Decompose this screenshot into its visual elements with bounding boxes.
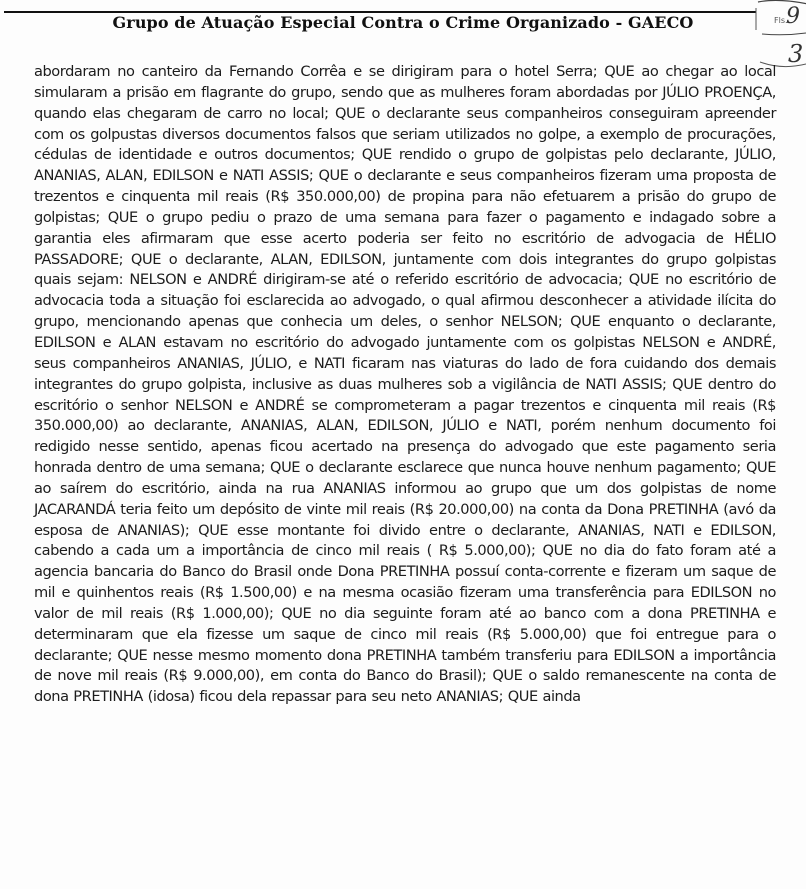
page-header-title: Grupo de Atuação Especial Contra o Crime Organizado - GAECO [112, 13, 694, 32]
stamp-label: Fls. [774, 16, 788, 25]
document-body-paragraph: abordaram no canteiro da Fernando Corrêa e se dirigiram para o hotel Serra; QUE ao chegar ao local simularam a prisão em flagrante do grupo, sendo que as mulheres foram abordadas por JÚLIO PROENÇA, quando elas chegaram de carro no local; QUE o declarante seus companheiros conseguiram apreender com os golpustas diversos documentos falsos que seriam utilizados no golpe, a exemplo de procurações, cédulas de identidade e outros documentos; QUE rendido o grupo de golpistas pelo declarante, JÚLIO, ANANIAS, ALAN, EDILSON e NATI ASSIS; QUE o declarante e seus companheiros fizeram uma proposta de trezentos e cinquenta mil reais (R$ 350.000,00) de propina para não efetuarem a prisão do grupo de golpistas; QUE o grupo pediu o prazo de uma semana para fazer o pagamento e indagado sobre a garantia eles afirmaram que esse acerto poderia ser feito no escritório de advogacia de HÉLIO PASSADORE; QUE o declarante, ALAN, EDILSON, juntamente com dois integrantes do grupo golpistas quais sejam: NELSON e ANDRÉ dirigiram-se até o referido escritório de advocacia; QUE no escritório de advocacia toda a situação foi esclarecida ao advogado, o qual afirmou desconhecer a atividade ilícita do grupo, mencionando apenas que conhecia um deles, o senhor NELSON; QUE enquanto o declarante, EDILSON e ALAN estavam no escritório do advogado juntamente com os golpistas NELSON e ANDRÉ, seus companheiros ANANIAS, JÚLIO, e NATI ficaram nas viaturas do lado de fora cuidando dos demais integrantes do grupo golpista, inclusive as duas mulheres sob a vigilância de NATI ASSIS; QUE dentro do escritório o senhor NELSON e ANDRÉ se comprometeram a pagar trezentos e cinquenta mil reais (R$ 350.000,00) ao declarante, ANANIAS, ALAN, EDILSON, JÚLIO e NATI, porém nenhum documento foi redigido nesse sentido, apenas ficou acertado na presença do advogado que este pagamento seria honrada dentro de uma semana; QUE o declarante esclarece que nunca houve nenhum pagamento; QUE ao saírem do escritório, ainda na rua ANANIAS informou ao grupo que um dos golpistas de nome JACARANDÁ teria feito um depósito de vinte mil reais (R$ 20.000,00) na conta da Dona PRETINHA (avó da esposa de ANANIAS); QUE esse montante foi divido entre o declarante, ANANIAS, NATI e EDILSON, cabendo a cada um a importância de cinco mil reais ( R$ 5.000,00); QUE no dia do fato foram até a agencia bancaria do Banco do Brasil onde Dona PRETINHA possuí conta-corrente e fizeram um saque de mil e quinhentos reais (R$ 1.500,00) e na mesma ocasião fizeram uma transferência para EDILSON no valor de mil reais (R$ 1.000,00); QUE no dia seguinte foram até ao banco com a dona PRETINHA e determinaram que ela fizesse um saque de cinco mil reais (R$ 5.000,00) que foi entregue para o declarante; QUE nesse mesmo momento dona PRETINHA também transferiu para EDILSON a importância de nove mil reais (R$ 9.000,00), em conta do Banco do Brasil); QUE o saldo remanescente na conta de dona PRETINHA (idosa) ficou dela repassar para seu neto ANANIAS; QUE ainda [34, 63, 776, 706]
stamp-page-number-bottom: 3 [788, 40, 804, 68]
stamp-page-number-top: 9 [786, 4, 800, 29]
